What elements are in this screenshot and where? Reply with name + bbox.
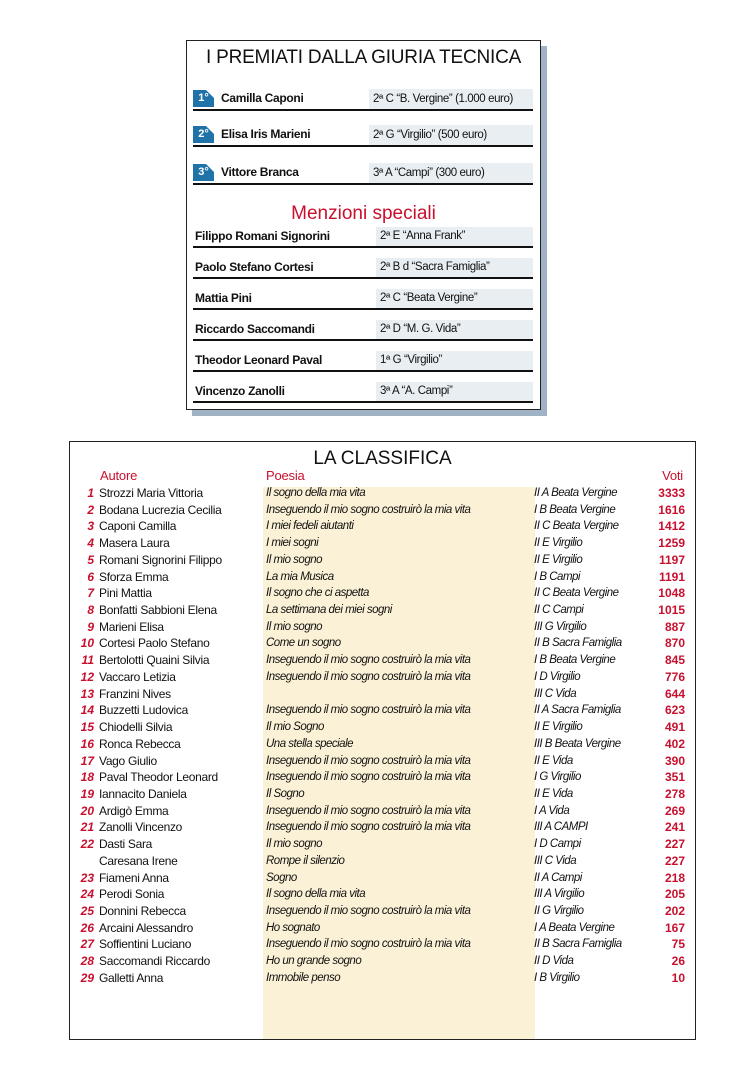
table-row bbox=[70, 937, 695, 952]
table-row bbox=[70, 703, 695, 718]
class-cell: I D Campi bbox=[534, 838, 581, 851]
votes-cell: 644 bbox=[664, 686, 685, 701]
mention-info: 2ª B d “Sacra Famiglia” bbox=[376, 258, 533, 277]
class-cell: II E Vida bbox=[534, 787, 573, 800]
votes-cell: 491 bbox=[664, 720, 685, 735]
poem-cell: Inseguendo il mio sogno costruirò la mia vita bbox=[266, 670, 471, 683]
votes-cell: 776 bbox=[664, 669, 685, 684]
poem-cell: Immobile penso bbox=[266, 971, 341, 984]
header-poem: Poesia bbox=[266, 468, 305, 483]
table-row bbox=[70, 820, 695, 835]
rank-cell: 12 bbox=[80, 669, 94, 684]
poem-cell: Rompe il silenzio bbox=[266, 854, 345, 867]
table-row bbox=[70, 636, 695, 651]
author-cell: Bertolotti Quaini Silvia bbox=[99, 653, 210, 668]
author-cell: Chiodelli Silvia bbox=[99, 720, 173, 735]
class-cell: III G Virgilio bbox=[534, 620, 587, 633]
votes-cell: 390 bbox=[664, 753, 685, 768]
poem-cell: Il sogno che ci aspetta bbox=[266, 587, 369, 600]
votes-cell: 218 bbox=[664, 870, 685, 885]
table-row bbox=[70, 854, 695, 869]
poem-cell: Inseguendo il mio sogno costruirò la mia vita bbox=[266, 771, 471, 784]
author-cell: Bodana Lucrezia Cecilia bbox=[99, 502, 222, 517]
author-cell: Bonfatti Sabbioni Elena bbox=[99, 603, 217, 618]
table-row bbox=[70, 586, 695, 601]
author-cell: Vago Giulio bbox=[99, 753, 157, 768]
mention-row bbox=[193, 227, 533, 248]
votes-cell: 1412 bbox=[658, 519, 685, 534]
rank-cell: 3 bbox=[87, 519, 94, 534]
mention-name: Vincenzo Zanolli bbox=[195, 384, 285, 398]
poem-cell: Come un sogno bbox=[266, 637, 341, 650]
poem-cell: Il mio sogno bbox=[266, 553, 323, 566]
poem-cell: Ho un grande sogno bbox=[266, 955, 362, 968]
poem-cell: Inseguendo il mio sogno costruirò la mia vita bbox=[266, 503, 471, 516]
poem-cell: Inseguendo il mio sogno costruirò la mia vita bbox=[266, 905, 471, 917]
rank-cell: 29 bbox=[80, 970, 94, 985]
rank-cell: 27 bbox=[80, 937, 94, 952]
table-row bbox=[70, 603, 695, 618]
table-row bbox=[70, 904, 695, 919]
rank-cell: 23 bbox=[80, 870, 94, 885]
mention-name: Paolo Stefano Cortesi bbox=[195, 260, 314, 274]
class-cell: III B Beata Vergine bbox=[534, 737, 621, 750]
votes-cell: 269 bbox=[664, 803, 685, 818]
votes-cell: 1259 bbox=[658, 536, 685, 551]
author-cell: Iannacito Daniela bbox=[99, 786, 187, 801]
table-row bbox=[70, 670, 695, 685]
author-cell: Franzini Nives bbox=[99, 686, 171, 701]
rank-cell: 24 bbox=[80, 887, 94, 902]
place-badge: 1° bbox=[193, 90, 214, 107]
rank-cell: 26 bbox=[80, 920, 94, 935]
votes-cell: 26 bbox=[671, 954, 685, 969]
poem-cell: Ho sognato bbox=[266, 921, 320, 934]
votes-cell: 202 bbox=[664, 904, 685, 918]
votes-cell: 1191 bbox=[658, 569, 685, 584]
rank-cell: 18 bbox=[80, 770, 94, 785]
prize-info: 2ª C “B. Vergine” (1.000 euro) bbox=[369, 89, 533, 109]
poem-cell: Il mio sogno bbox=[266, 838, 323, 851]
table-row bbox=[70, 553, 695, 568]
rank-cell: 28 bbox=[80, 954, 94, 969]
author-cell: Romani Signorini Filippo bbox=[99, 552, 222, 567]
rank-cell: 16 bbox=[80, 736, 94, 751]
votes-cell: 887 bbox=[664, 619, 685, 634]
table-row bbox=[70, 887, 695, 902]
author-cell: Pini Mattia bbox=[99, 586, 152, 601]
author-cell: Dasti Sara bbox=[99, 837, 153, 852]
mention-name: Mattia Pini bbox=[195, 291, 252, 305]
ranking-title: LA CLASSIFICA bbox=[313, 448, 452, 469]
rank-cell: 2 bbox=[87, 502, 94, 517]
votes-cell: 167 bbox=[664, 920, 685, 935]
poem-cell: Sogno bbox=[266, 871, 297, 884]
rank-cell: 4 bbox=[87, 536, 94, 551]
poem-cell: Inseguendo il mio sogno costruirò la mia vita bbox=[266, 938, 471, 951]
table-row bbox=[70, 653, 695, 668]
author-cell: Saccomandi Riccardo bbox=[99, 954, 211, 969]
poem-cell: Inseguendo il mio sogno costruirò la mia vita bbox=[266, 704, 471, 717]
author-cell: Zanolli Vincenzo bbox=[99, 820, 183, 835]
rank-cell: 9 bbox=[87, 619, 94, 634]
votes-cell: 241 bbox=[664, 820, 685, 835]
rank-cell: 19 bbox=[80, 786, 94, 801]
class-cell: II A Beata Vergine bbox=[534, 487, 618, 499]
votes-cell: 205 bbox=[664, 887, 685, 902]
prize-name: Vittore Branca bbox=[221, 165, 299, 179]
table-row bbox=[70, 570, 695, 585]
prize-info: 2ª G “Virgilio” (500 euro) bbox=[369, 125, 533, 145]
poem-cell: I miei sogni bbox=[266, 537, 319, 550]
class-cell: I A Vida bbox=[534, 804, 570, 817]
poem-cell: Il sogno della mia vita bbox=[266, 888, 366, 901]
votes-cell: 1015 bbox=[658, 603, 685, 618]
rank-cell: 1 bbox=[87, 486, 94, 500]
table-row bbox=[70, 486, 695, 501]
author-cell: Donnini Rebecca bbox=[99, 904, 186, 918]
table-row bbox=[70, 921, 695, 936]
votes-cell: 278 bbox=[664, 786, 685, 801]
table-row bbox=[70, 871, 695, 886]
author-cell: Masera Laura bbox=[99, 536, 170, 551]
header-votes: Voti bbox=[662, 468, 683, 483]
class-cell: I B Campi bbox=[534, 570, 580, 583]
mention-info: 2ª C “Beata Vergine” bbox=[376, 289, 533, 308]
class-cell: II A Sacra Famiglia bbox=[534, 704, 621, 717]
header-author: Autore bbox=[100, 468, 138, 483]
class-cell: III A CAMPI bbox=[534, 821, 588, 834]
table-row bbox=[70, 804, 695, 819]
author-cell: Marieni Elisa bbox=[99, 619, 164, 634]
votes-cell: 1048 bbox=[658, 586, 685, 601]
mention-info: 2ª E “Anna Frank” bbox=[376, 227, 533, 246]
class-cell: II B Sacra Famiglia bbox=[534, 637, 622, 650]
table-row bbox=[70, 536, 695, 551]
author-cell: Ronca Rebecca bbox=[99, 736, 181, 751]
rank-cell: 6 bbox=[87, 569, 94, 584]
class-cell: II G Virgilio bbox=[534, 905, 584, 917]
class-cell: III C Vida bbox=[534, 854, 577, 867]
table-row bbox=[70, 519, 695, 534]
table-row bbox=[70, 503, 695, 518]
class-cell: I A Beata Vergine bbox=[534, 921, 615, 934]
poem-cell: Inseguendo il mio sogno costruirò la mia vita bbox=[266, 821, 471, 834]
author-cell: Cortesi Paolo Stefano bbox=[99, 636, 210, 651]
table-row bbox=[70, 720, 695, 735]
table-row bbox=[70, 687, 695, 702]
rank-cell: 13 bbox=[80, 686, 94, 701]
rank-cell: 5 bbox=[87, 552, 94, 567]
class-cell: III A Virgilio bbox=[534, 888, 585, 901]
mention-name: Filippo Romani Signorini bbox=[195, 229, 330, 243]
rank-cell: 14 bbox=[80, 703, 94, 718]
votes-cell: 75 bbox=[671, 937, 685, 952]
table-row bbox=[70, 971, 695, 986]
poem-cell: Inseguendo il mio sogno costruirò la mia vita bbox=[266, 654, 471, 667]
rank-cell: 21 bbox=[80, 820, 94, 835]
prize-row bbox=[193, 89, 533, 111]
mention-row bbox=[193, 258, 533, 279]
class-cell: II E Vida bbox=[534, 754, 573, 767]
author-cell: Fiameni Anna bbox=[99, 870, 169, 885]
class-cell: I B Beata Vergine bbox=[534, 654, 616, 667]
class-cell: I G Virgilio bbox=[534, 771, 581, 784]
mention-name: Riccardo Saccomandi bbox=[195, 322, 315, 336]
mention-row bbox=[193, 351, 533, 372]
rank-cell: 17 bbox=[80, 753, 94, 768]
prize-row bbox=[193, 125, 533, 147]
mention-row bbox=[193, 289, 533, 310]
poem-cell: Il mio Sogno bbox=[266, 721, 324, 734]
place-badge: 3° bbox=[193, 164, 214, 181]
poem-cell: La mia Musica bbox=[266, 570, 334, 583]
prize-row bbox=[193, 163, 533, 185]
poem-cell: Il mio sogno bbox=[266, 620, 323, 633]
author-cell: Paval Theodor Leonard bbox=[99, 770, 218, 785]
author-cell: Strozzi Maria Vittoria bbox=[99, 486, 203, 500]
class-cell: I B Beata Vergine bbox=[534, 503, 616, 516]
mention-info: 2ª D “M. G. Vida” bbox=[376, 320, 533, 339]
class-cell: I D Virgilio bbox=[534, 670, 581, 683]
rank-cell: 15 bbox=[80, 720, 94, 735]
prize-name: Elisa Iris Marieni bbox=[221, 127, 311, 141]
votes-cell: 870 bbox=[664, 636, 685, 651]
rank-cell: 8 bbox=[87, 603, 94, 618]
rank-cell: 10 bbox=[80, 636, 94, 651]
votes-cell: 227 bbox=[664, 837, 685, 852]
poem-cell: I miei fedeli aiutanti bbox=[266, 520, 354, 533]
prize-info: 3ª A “Campi” (300 euro) bbox=[369, 163, 533, 183]
class-cell: II D Vida bbox=[534, 955, 574, 968]
class-cell: II A Campi bbox=[534, 871, 582, 884]
mentions-title: Menzioni speciali bbox=[291, 203, 436, 224]
votes-cell: 402 bbox=[664, 736, 685, 751]
author-cell: Soffientini Luciano bbox=[99, 937, 192, 952]
author-cell: Caresana Irene bbox=[99, 853, 178, 868]
class-cell: II C Campi bbox=[534, 604, 584, 617]
rank-cell: 11 bbox=[81, 653, 94, 668]
table-row bbox=[70, 837, 695, 852]
poem-cell: Il sogno della mia vita bbox=[266, 487, 366, 499]
author-cell: Ardigò Emma bbox=[99, 803, 169, 818]
mention-row bbox=[193, 382, 533, 403]
author-cell: Buzzetti Ludovica bbox=[99, 703, 188, 718]
class-cell: II B Sacra Famiglia bbox=[534, 938, 622, 951]
class-cell: II E Virgilio bbox=[534, 553, 583, 566]
votes-cell: 1197 bbox=[658, 552, 685, 567]
poem-cell: Il Sogno bbox=[266, 787, 305, 800]
class-cell: III C Vida bbox=[534, 687, 577, 700]
poem-cell: Inseguendo il mio sogno costruirò la mia vita bbox=[266, 804, 471, 817]
votes-cell: 1616 bbox=[658, 502, 685, 517]
winners-title: I PREMIATI DALLA GIURIA TECNICA bbox=[205, 47, 522, 68]
ranking-box bbox=[69, 441, 696, 1040]
poem-cell: Inseguendo il mio sogno costruirò la mia vita bbox=[266, 754, 471, 767]
table-row bbox=[70, 754, 695, 769]
votes-cell: 227 bbox=[664, 853, 685, 868]
votes-cell: 351 bbox=[664, 770, 685, 785]
rank-cell: 22 bbox=[80, 837, 94, 852]
table-row bbox=[70, 620, 695, 635]
author-cell: Vaccaro Letizia bbox=[99, 669, 176, 684]
votes-cell: 845 bbox=[664, 653, 685, 668]
class-cell: II C Beata Vergine bbox=[534, 520, 619, 533]
votes-cell: 623 bbox=[664, 703, 685, 718]
class-cell: II C Beata Vergine bbox=[534, 587, 619, 600]
class-cell: I B Virgilio bbox=[534, 971, 580, 984]
author-cell: Sforza Emma bbox=[99, 569, 169, 584]
votes-cell: 10 bbox=[671, 970, 685, 985]
prize-name: Camilla Caponi bbox=[221, 91, 304, 105]
author-cell: Caponi Camilla bbox=[99, 519, 177, 534]
winners-box bbox=[186, 40, 541, 410]
class-cell: II E Virgilio bbox=[534, 721, 583, 734]
mention-info: 3ª A “A. Campi” bbox=[376, 382, 533, 401]
table-row bbox=[70, 787, 695, 802]
table-row bbox=[70, 954, 695, 969]
mention-info: 1ª G “Virgilio” bbox=[376, 351, 533, 370]
mention-name: Theodor Leonard Paval bbox=[195, 353, 323, 367]
mention-row bbox=[193, 320, 533, 341]
votes-cell: 3333 bbox=[658, 486, 685, 500]
table-row bbox=[70, 770, 695, 785]
author-cell: Galletti Anna bbox=[99, 970, 164, 985]
author-cell: Perodi Sonia bbox=[99, 887, 165, 902]
rank-cell: 7 bbox=[87, 586, 94, 601]
rank-cell: 20 bbox=[80, 803, 94, 818]
place-badge: 2° bbox=[193, 126, 214, 143]
poem-cell: La settimana dei miei sogni bbox=[266, 604, 392, 617]
rank-cell: 25 bbox=[80, 904, 94, 918]
table-row bbox=[70, 737, 695, 752]
poem-cell: Una stella speciale bbox=[266, 737, 354, 750]
author-cell: Arcaini Alessandro bbox=[99, 920, 193, 935]
class-cell: II E Virgilio bbox=[534, 537, 583, 550]
